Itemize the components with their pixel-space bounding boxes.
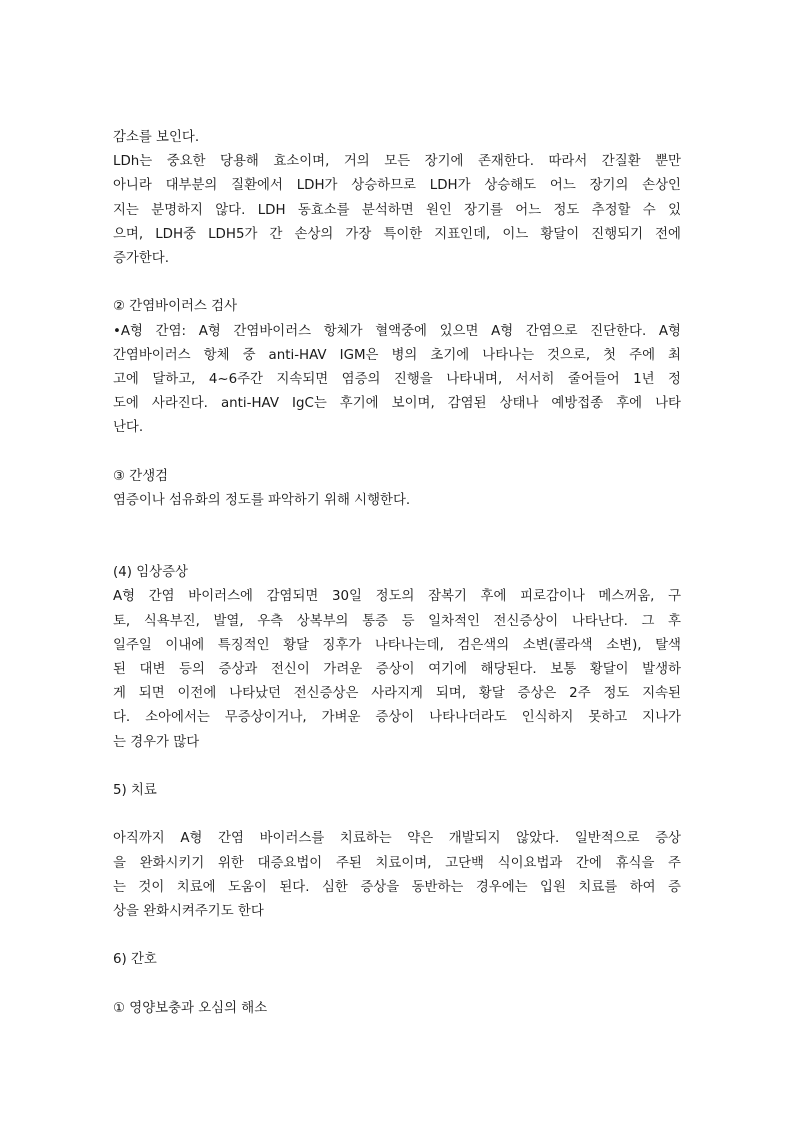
spacer [113,803,681,827]
spacer [113,513,681,561]
text-line: 으며, LDH중 LDH5가 간 손상의 가장 특이한 지표인데, 이느 황달이 진행되기 전에 [113,226,681,242]
spacer [113,924,681,948]
text-line: 아니라 대부분의 질환에서 LDH가 상승하므로 LDH가 상승해도 어느 장기의 손상인 [113,178,681,194]
treatment-paragraph [113,827,681,924]
section-heading: 5) 치료 [113,783,157,799]
text-line: 고에 달하고, 4~6주간 지속되면 염증의 진행을 나타내며, 서서히 줄어들어 1년 정 [113,372,681,388]
text-line: 염증이나 섬유화의 정도를 파악하기 위해 시행한다. [113,493,411,509]
text-line: 토, 식욕부진, 발열, 우측 상복부의 통증 등 일차적인 전신증상이 나타난다. 그 후 [113,613,681,629]
text-line: 는 경우가 많다 [113,734,200,750]
text-line: 증가한다. [113,251,169,267]
text-line: 을 완화시키기 위한 대증요법이 주된 치료이며, 고단백 식이요법과 간에 휴식을 주 [113,855,681,871]
symptoms-section [113,561,681,755]
virus-test-section [113,295,681,440]
spacer [113,271,681,295]
text-line: 된 대변 등의 증상과 전신이 가려운 증상이 여기에 해당된다. 보통 황달이 발생하 [113,662,681,678]
text-line: 는 것이 치료에 도움이 된다. 심한 증상을 동반하는 경우에는 입원 치료를 하여 증 [113,879,681,895]
treatment-heading-block [113,779,681,803]
text-line: 다. 소아에서는 무증상이거나, 가벼운 증상이 나타나더라도 인식하지 못하고 지나가 [113,710,681,726]
spacer [113,755,681,779]
text-line: 상을 완화시켜주기도 한다 [113,904,264,920]
text-line: 간염바이러스 항체 중 anti-HAV IGM은 병의 초기에 나타나는 것으로, 첫 주에 최 [113,347,681,363]
text-line: 게 되면 이전에 나타났던 전신증상은 사라지게 되며, 황달 증상은 2주 정도 지속된 [113,686,681,702]
text-line: 난다. [113,420,144,436]
section-heading: 6) 간호 [113,952,157,968]
spacer [113,973,681,997]
section-heading: ③ 간생검 [113,468,169,484]
text-line: 감소를 보인다. [113,130,200,145]
text-line: 지는 분명하지 않다. LDH 동효소를 분석하면 원인 장기를 어느 정도 추정할 수 있 [113,202,681,218]
section-heading: (4) 임상증상 [113,565,188,581]
biopsy-section [113,465,681,513]
text-line: 아직까지 A형 간염 바이러스를 치료하는 약은 개발되지 않았다. 일반적으로 증상 [113,831,681,847]
nursing-item-block [113,997,681,1021]
text-line: 도에 사라진다. anti-HAV IgC는 후기에 보이며, 감염된 상태나 예방접종 후에 나타 [113,396,681,412]
nursing-heading-block [113,948,681,972]
ldh-paragraph [113,126,681,271]
spacer [113,441,681,465]
list-item: ① 영양보충과 오심의 해소 [113,1000,268,1016]
text-line: A형 간염 바이러스에 감염되면 30일 정도의 잠복기 후에 피로감이나 메스꺼움, 구 [113,589,681,605]
text-line: LDh는 중요한 당용해 효소이며, 거의 모든 장기에 존재한다. 따라서 간질환 뿐만 [113,154,681,170]
text-line: •A형 간염: A형 간염바이러스 항체가 혈액중에 있으면 A형 간염으로 진단한다. A형 [113,323,681,339]
section-heading: ② 간염바이러스 검사 [113,299,237,315]
document-page [113,126,681,1021]
text-line: 일주일 이내에 특징적인 황달 징후가 나타나는데, 검은색의 소변(콜라색 소변), 탈색 [113,637,681,653]
